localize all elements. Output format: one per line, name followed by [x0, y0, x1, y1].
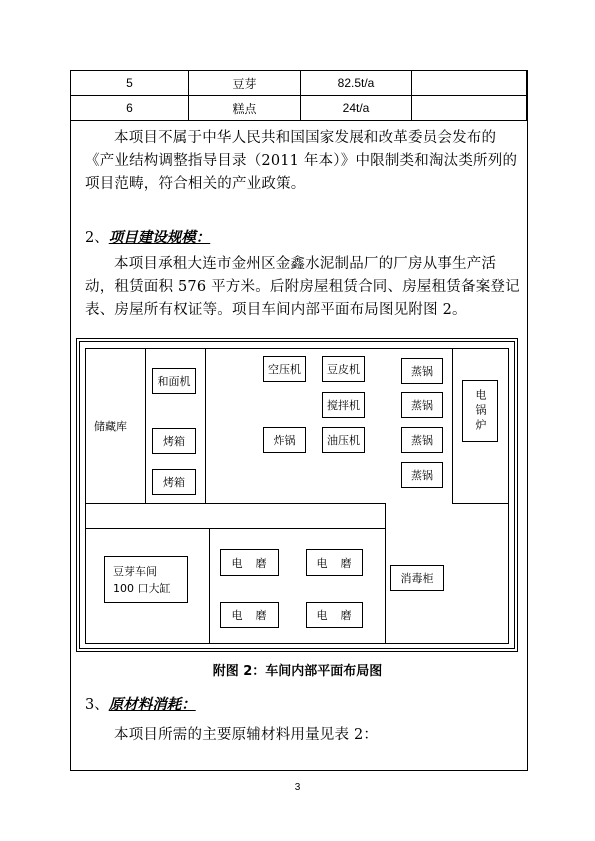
section-title: 原材料消耗： — [108, 696, 196, 713]
electric-mill-box: 电 磨 — [220, 549, 279, 576]
table-cell — [412, 96, 527, 121]
oil-press-box: 油压机 — [322, 427, 365, 453]
oven-box: 烤箱 — [152, 469, 196, 495]
storage-label: 储藏库 — [94, 420, 127, 433]
scale-paragraph: 本项目承租大连市金州区金鑫水泥制品厂的厂房从事生产活动，租赁面积 576 平方米。后附房屋租赁合同、房屋租赁备案登记表、房屋所有权证等。项目车间内部平面布局图见附图 2。 — [85, 256, 520, 318]
table-cell: 豆芽 — [189, 71, 301, 96]
tofu-skin-machine-box: 豆皮机 — [322, 356, 365, 382]
air-compressor-box: 空压机 — [263, 356, 306, 382]
section-number: 2、 — [85, 230, 109, 246]
electric-mill-box: 电 磨 — [306, 549, 363, 576]
table-cell: 5 — [71, 71, 189, 96]
partition-line — [452, 348, 453, 504]
steamer-box: 蒸锅 — [401, 392, 443, 418]
partition-line — [209, 528, 210, 644]
section-title: 项目建设规模： — [108, 229, 211, 246]
fryer-box: 炸锅 — [263, 427, 306, 453]
stirrer-box: 搅拌机 — [322, 392, 365, 418]
section-heading-scale — [85, 226, 210, 247]
table-cell: 6 — [71, 96, 189, 121]
disinfection-cabinet-box: 消毒柜 — [390, 565, 444, 591]
partition-line — [85, 528, 385, 529]
partition-line — [385, 503, 386, 644]
policy-paragraph: 本项目不属于中华人民共和国国家发展和改革委员会发布的《产业结构调整指导目录（2011 年本）》中限制类和淘汰类所列的项目范畴，符合相关的产业政策。 — [85, 130, 518, 192]
section-heading-materials — [85, 693, 196, 714]
sprout-room-capacity: 100 口大缸 — [113, 581, 171, 595]
figure-caption: 附图 2：车间内部平面布局图 — [212, 664, 383, 679]
table-cell: 糕点 — [189, 96, 301, 121]
product-table — [70, 70, 527, 121]
partition-line — [205, 348, 206, 504]
page-number: 3 — [294, 782, 301, 793]
sprout-room-label: 豆芽车间 — [113, 564, 157, 578]
sprout-room-box — [104, 556, 188, 603]
table-row — [71, 96, 527, 121]
electric-boiler-box: 电锅炉 — [462, 380, 498, 442]
table-row — [71, 71, 527, 96]
oven-box: 烤箱 — [152, 428, 196, 454]
steamer-box: 蒸锅 — [401, 427, 443, 453]
table-cell — [412, 71, 527, 96]
section-number: 3、 — [85, 697, 109, 713]
table-cell: 24t/a — [301, 96, 412, 121]
partition-line — [85, 503, 385, 504]
partition-line — [452, 503, 509, 504]
steamer-box: 蒸锅 — [401, 462, 443, 488]
dough-mixer-box: 和面机 — [152, 368, 196, 394]
steamer-box: 蒸锅 — [401, 358, 443, 384]
electric-mill-box: 电 磨 — [306, 602, 363, 628]
materials-paragraph: 本项目所需的主要原辅材料用量见表 2： — [114, 727, 379, 743]
partition-line — [145, 348, 146, 504]
electric-mill-box: 电 磨 — [220, 602, 279, 628]
table-cell: 82.5t/a — [301, 71, 412, 96]
